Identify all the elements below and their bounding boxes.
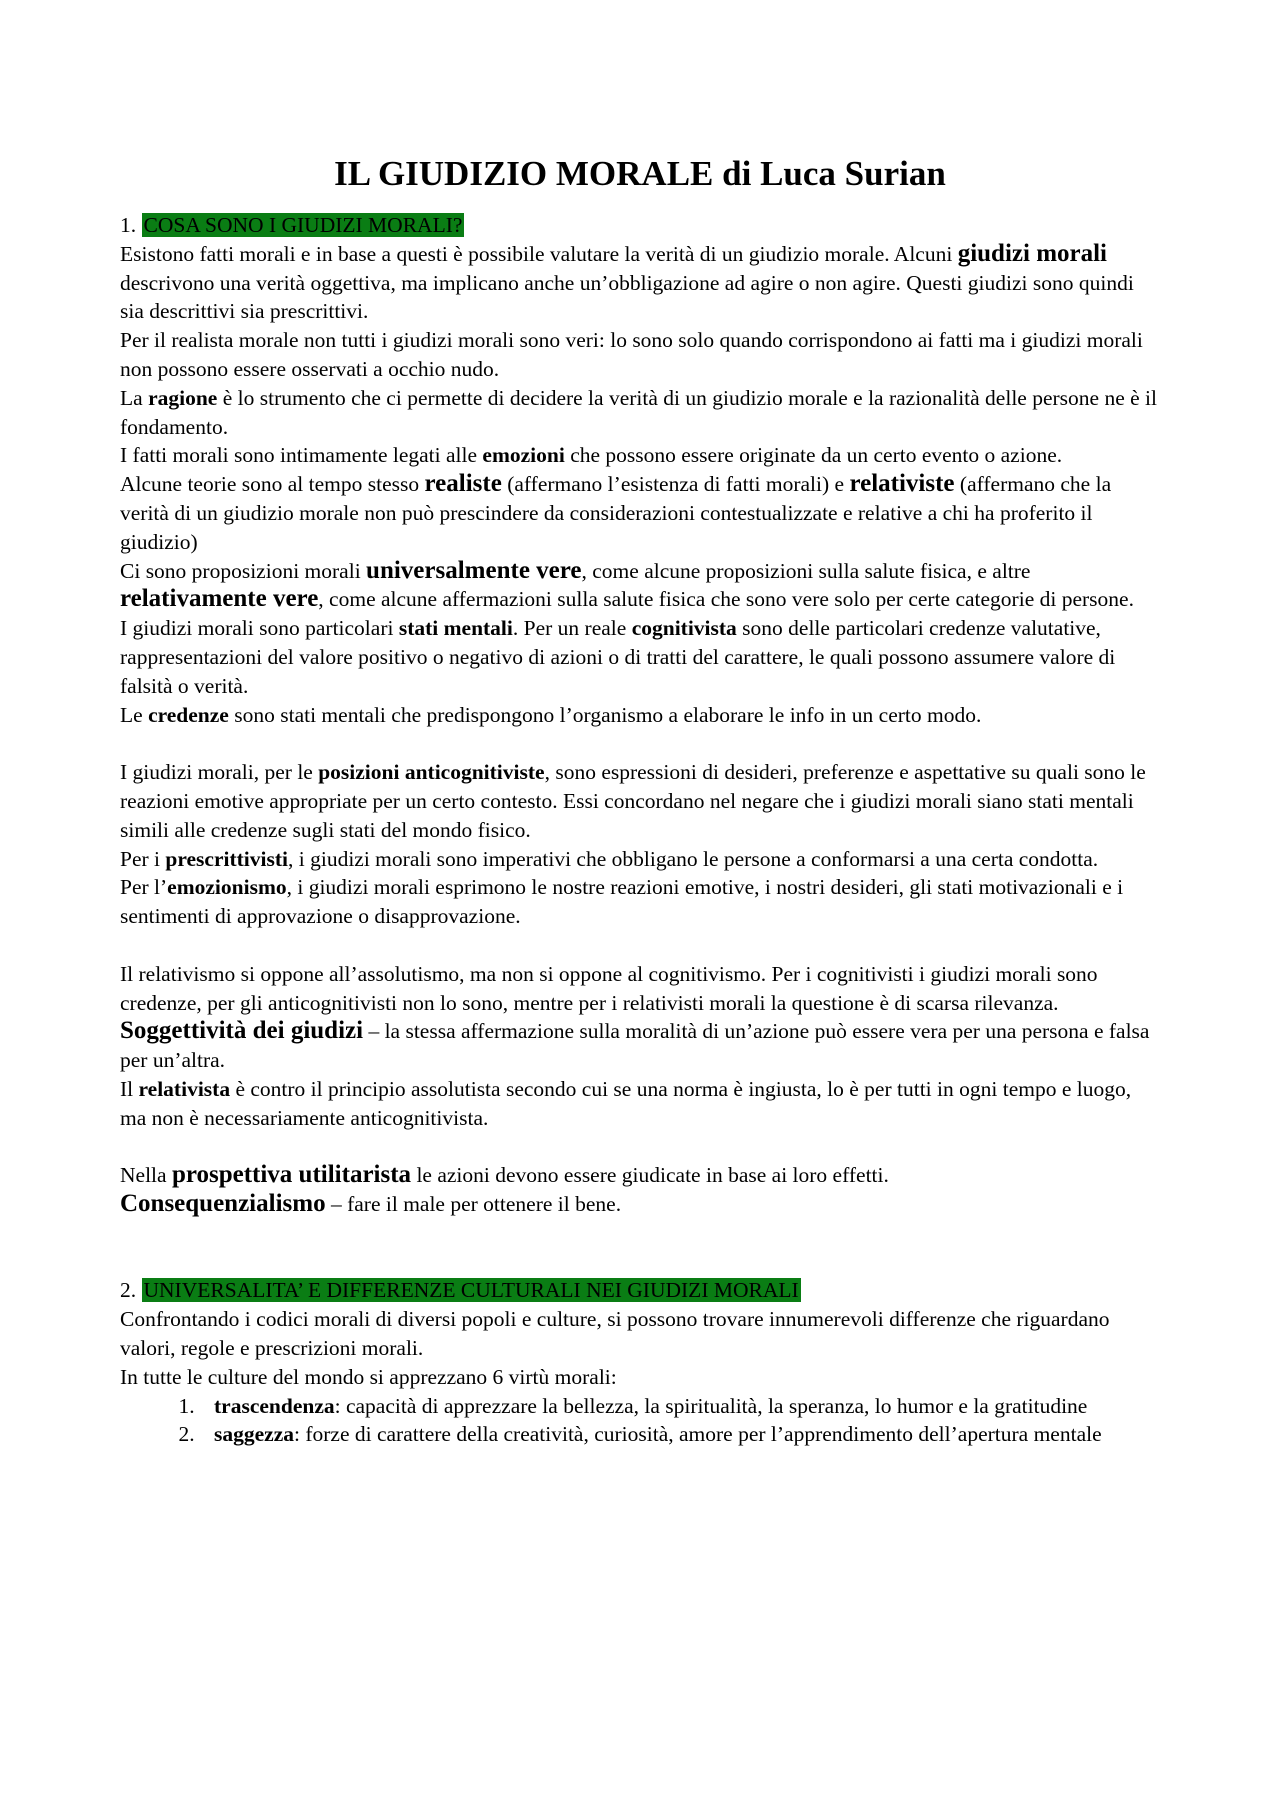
virtues-list bbox=[120, 1392, 1160, 1450]
spacer bbox=[120, 931, 1160, 960]
key-term: prospettiva utilitarista bbox=[171, 1161, 412, 1189]
section-number: 2. bbox=[120, 1278, 137, 1303]
key-term: relativamente vere bbox=[120, 585, 319, 613]
highlighted-heading: COSA SONO I GIUDIZI MORALI? bbox=[143, 213, 463, 237]
paragraph: Il relativista è contro il principio assolutista secondo cui se una norma è ingiusta, lo è per tutti in ogni tempo e luogo, ma non è necessariamente anticognitivista. bbox=[120, 1076, 1132, 1130]
paragraph: I fatti morali sono intimamente legati alle emozioni che possono essere originate da un certo evento o azione. bbox=[120, 443, 1063, 468]
key-term: ragione bbox=[148, 385, 218, 410]
key-term: cognitivista bbox=[631, 616, 737, 641]
paragraph: Soggettività dei giudizi – la stessa affermazione sulla moralità di un’azione può essere vera per una persona e falsa per un’altra. bbox=[120, 1017, 1150, 1073]
spacer bbox=[120, 1133, 1160, 1162]
key-term: emozioni bbox=[482, 443, 565, 468]
key-term: credenze bbox=[148, 702, 229, 727]
key-term: universalmente vere bbox=[366, 556, 582, 584]
paragraph: Le credenze sono stati mentali che predispongono l’organismo a elaborare le info in un certo modo. bbox=[120, 702, 982, 727]
paragraph: I giudizi morali sono particolari stati mentali. Per un reale cognitivista sono delle particolari credenze valutative, rappresentazioni del valore positivo o negativo di azioni o di tratti del carattere, le quali possono assumere valore di falsità o verità. bbox=[120, 616, 1116, 698]
key-term: giudizi morali bbox=[957, 239, 1108, 267]
key-term: trascendenza bbox=[214, 1393, 335, 1418]
paragraph: I giudizi morali, per le posizioni anticognitiviste, sono espressioni di desideri, preferenze e aspettative su quali sono le reazioni emotive appropriate per un certo contesto. Essi concordano nel negare che i giudizi morali siano stati mentali simili alle credenze sugli stati del mondo fisico. bbox=[120, 760, 1146, 842]
key-term: prescrittivisti bbox=[165, 846, 288, 871]
section-1-heading bbox=[120, 211, 1160, 240]
paragraph: Confrontando i codici morali di diversi popoli e culture, si possono trovare innumerevoli differenze che riguardano valori, regole e prescrizioni morali. bbox=[120, 1307, 1110, 1361]
spacer bbox=[120, 1219, 1160, 1277]
key-term: Soggettività dei giudizi bbox=[120, 1017, 364, 1045]
paragraph: Alcune teorie sono al tempo stesso realiste (affermano l’esistenza di fatti morali) e relativiste (affermano che la verità di un giudizio morale non può prescindere da considerazioni contestualizzate e relative a chi ha proferito il giudizio) bbox=[120, 470, 1112, 554]
paragraph: Per l’emozionismo, i giudizi morali esprimono le nostre reazioni emotive, i nostri desideri, gli stati motivazionali e i sentimenti di approvazione o disapprovazione. bbox=[120, 875, 1124, 929]
paragraph: Consequenzialismo – fare il male per ottenere il bene. bbox=[120, 1190, 622, 1218]
paragraph: Nella prospettiva utilitarista le azioni devono essere giudicate in base ai loro effetti. bbox=[120, 1161, 889, 1189]
key-term: realiste bbox=[424, 470, 502, 498]
key-term: relativista bbox=[138, 1076, 231, 1101]
key-term: relativiste bbox=[849, 470, 955, 498]
paragraph: Il relativismo si oppone all’assolutismo, ma non si oppone al cognitivismo. Per i cognitivisti i giudizi morali sono credenze, per gli anticognitivisti non lo sono, mentre per i relativisti morali la questione è di scarsa rilevanza. bbox=[120, 961, 1098, 1015]
paragraph: La ragione è lo strumento che ci permette di decidere la verità di un giudizio morale e la razionalità delle persone ne è il fondamento. bbox=[120, 385, 1157, 439]
key-term: Consequenzialismo bbox=[120, 1190, 326, 1218]
key-term: stati mentali bbox=[398, 616, 513, 641]
highlighted-heading: UNIVERSALITA’ E DIFFERENZE CULTURALI NEI GIUDIZI MORALI bbox=[143, 1278, 799, 1303]
list-item: 1. trascendenza: capacità di apprezzare la bellezza, la spiritualità, la speranza, lo humor e la gratitudine bbox=[200, 1392, 1160, 1421]
paragraph: Per il realista morale non tutti i giudizi morali sono veri: lo sono solo quando corrispondono ai fatti ma i giudizi morali non possono essere osservati a occhio nudo. bbox=[120, 328, 1143, 381]
paragraph: In tutte le culture del mondo si apprezzano 6 virtù morali: bbox=[120, 1364, 617, 1389]
key-term: posizioni anticognitiviste bbox=[318, 760, 545, 785]
spacer bbox=[120, 729, 1160, 758]
document-body bbox=[120, 211, 1160, 1449]
section-2-heading bbox=[120, 1276, 1160, 1305]
key-term: emozionismo bbox=[167, 875, 287, 900]
paragraph: Esistono fatti morali e in base a questi è possibile valutare la verità di un giudizio morale. Alcuni giudizi morali descrivono una verità oggettiva, ma implicano anche un’obbligazione ad agire o non agire. Questi giudizi sono quindi sia descrittivi sia prescrittivi. bbox=[120, 239, 1134, 324]
document-title: IL GIUDIZIO MORALE di Luca Surian bbox=[334, 154, 946, 193]
key-term: saggezza bbox=[214, 1422, 294, 1447]
paragraph: Ci sono proposizioni morali universalmente vere, come alcune proposizioni sulla salute fisica, e altre relativamente vere, come alcune affermazioni sulla salute fisica che sono vere solo per certe categorie di persone. bbox=[120, 556, 1134, 613]
paragraph: Per i prescrittivisti, i giudizi morali sono imperativi che obbligano le persone a conformarsi a una certa condotta. bbox=[120, 846, 1099, 871]
list-item: 2. saggezza: forze di carattere della creatività, curiosità, amore per l’apprendimento dell’apertura mentale bbox=[200, 1420, 1160, 1449]
section-number: 1. bbox=[120, 213, 137, 237]
